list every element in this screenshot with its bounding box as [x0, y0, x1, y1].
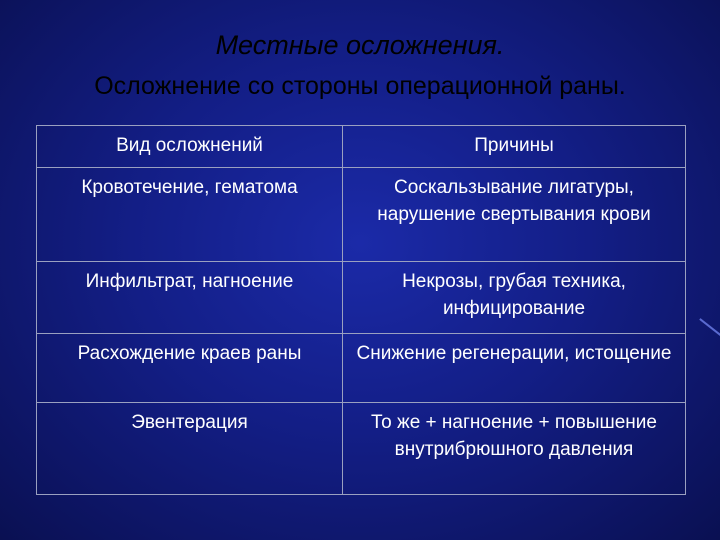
complication-type-cell: Эвентерация — [37, 403, 343, 495]
slide-subtitle: Осложнение со стороны операционной раны. — [94, 72, 626, 100]
table-row — [37, 403, 686, 495]
table-row — [37, 334, 686, 403]
table-row — [37, 262, 686, 334]
table-header-row — [37, 126, 686, 168]
complication-type-cell: Расхождение краев раны — [37, 334, 343, 403]
cause-cell: Соскальзывание лигатуры, нарушение свертывания крови — [343, 168, 686, 262]
table-row — [37, 168, 686, 262]
header-complication-type: Вид осложнений — [37, 126, 343, 168]
complications-table — [36, 125, 686, 495]
cause-cell: Снижение регенерации, истощение — [343, 334, 686, 403]
complication-type-cell: Кровотечение, гематома — [37, 168, 343, 262]
cause-cell: Некрозы, грубая техника, инфицирование — [343, 262, 686, 334]
header-causes: Причины — [343, 126, 686, 168]
complication-type-cell: Инфильтрат, нагноение — [37, 262, 343, 334]
cause-cell: То же + нагноение + повышение внутрибрюшного давления — [343, 403, 686, 495]
decorative-line — [700, 318, 720, 338]
slide-title: Местные осложнения. — [215, 30, 505, 60]
